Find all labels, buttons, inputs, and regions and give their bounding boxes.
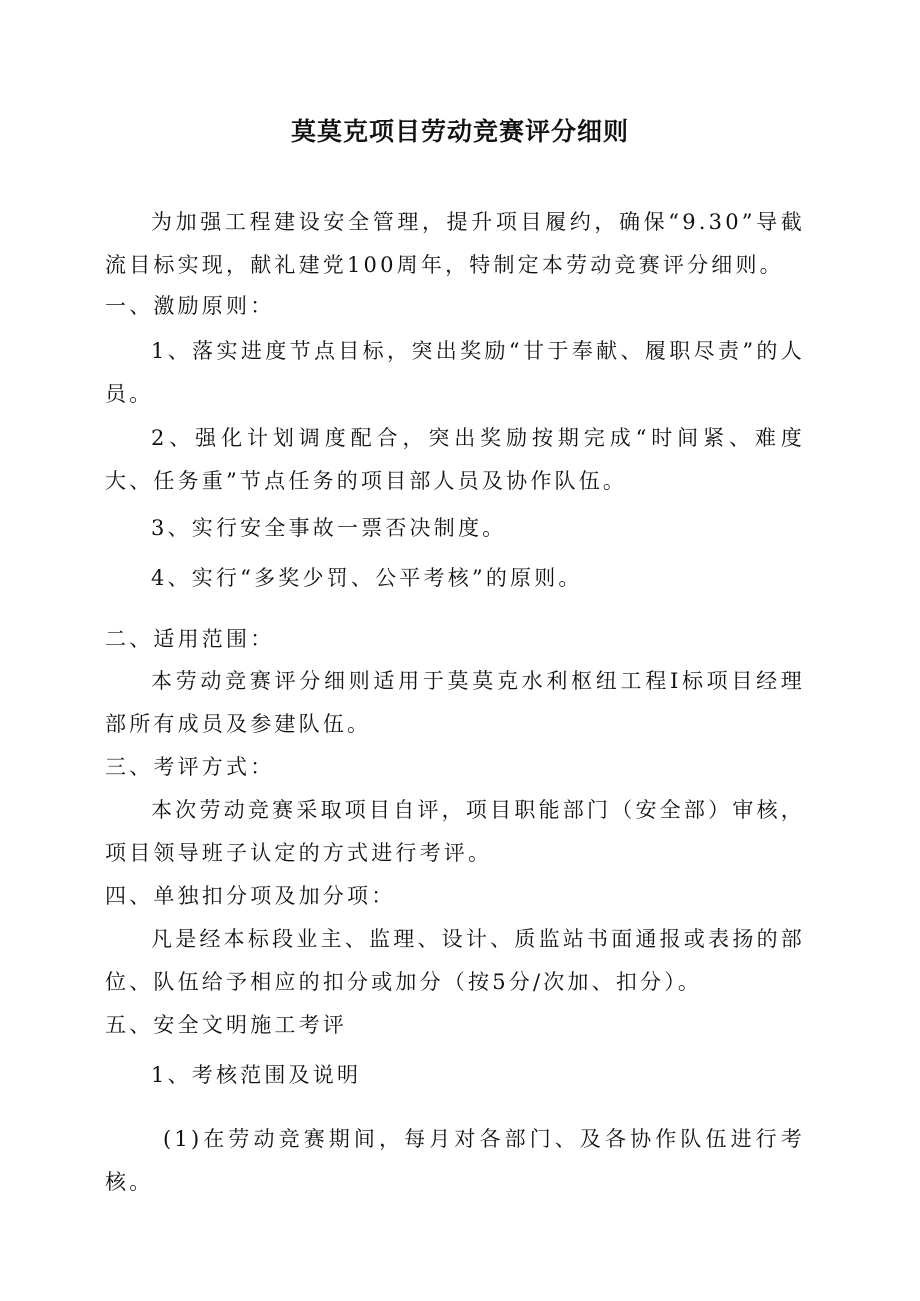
section1-item-2: 2、强化计划调度配合，突出奖励按期完成“时间紧、难度大、任务重”节点任务的项目部人员及协作队伍。	[105, 426, 805, 493]
intro-paragraph: 为加强工程建设安全管理，提升项目履约，确保“9.30”导截流目标实现，献礼建党100周年，特制定本劳动竞赛评分细则。	[105, 210, 805, 277]
section1-item-1: 1、落实进度节点目标，突出奖励“甘于奉献、履职尽责”的人员。	[105, 339, 805, 406]
section4-heading: 四、单独扣分项及加分项：	[105, 884, 396, 908]
section3-heading: 三、考评方式：	[105, 755, 275, 779]
section4-body: 凡是经本标段业主、监理、设计、质监站书面通报或表扬的部位、队伍给予相应的扣分或加分（按5分/次加、扣分）。	[105, 927, 805, 994]
document-title: 莫莫克项目劳动竞赛评分细则	[290, 117, 629, 146]
section1-item-4: 4、实行“多奖少罚、公平考核”的原则。	[151, 566, 583, 590]
section2-body: 本劳动竞赛评分细则适用于莫莫克水利枢纽工程I标项目经理部所有成员及参建队伍。	[105, 669, 805, 736]
section3-body: 本次劳动竞赛采取项目自评，项目职能部门（安全部）审核，项目领导班子认定的方式进行考评。	[105, 798, 805, 865]
section1-heading: 一、激励原则：	[105, 294, 275, 318]
section1-item-3: 3、实行安全事故一票否决制度。	[151, 516, 507, 540]
section5-heading: 五、安全文明施工考评	[105, 1013, 347, 1037]
section5-sub1-item1: (1)在劳动竞赛期间，每月对各部门、及各协作队伍进行考核。	[105, 1127, 805, 1194]
section2-heading: 二、适用范围：	[105, 627, 275, 651]
section5-sub1: 1、考核范围及说明	[151, 1063, 362, 1087]
